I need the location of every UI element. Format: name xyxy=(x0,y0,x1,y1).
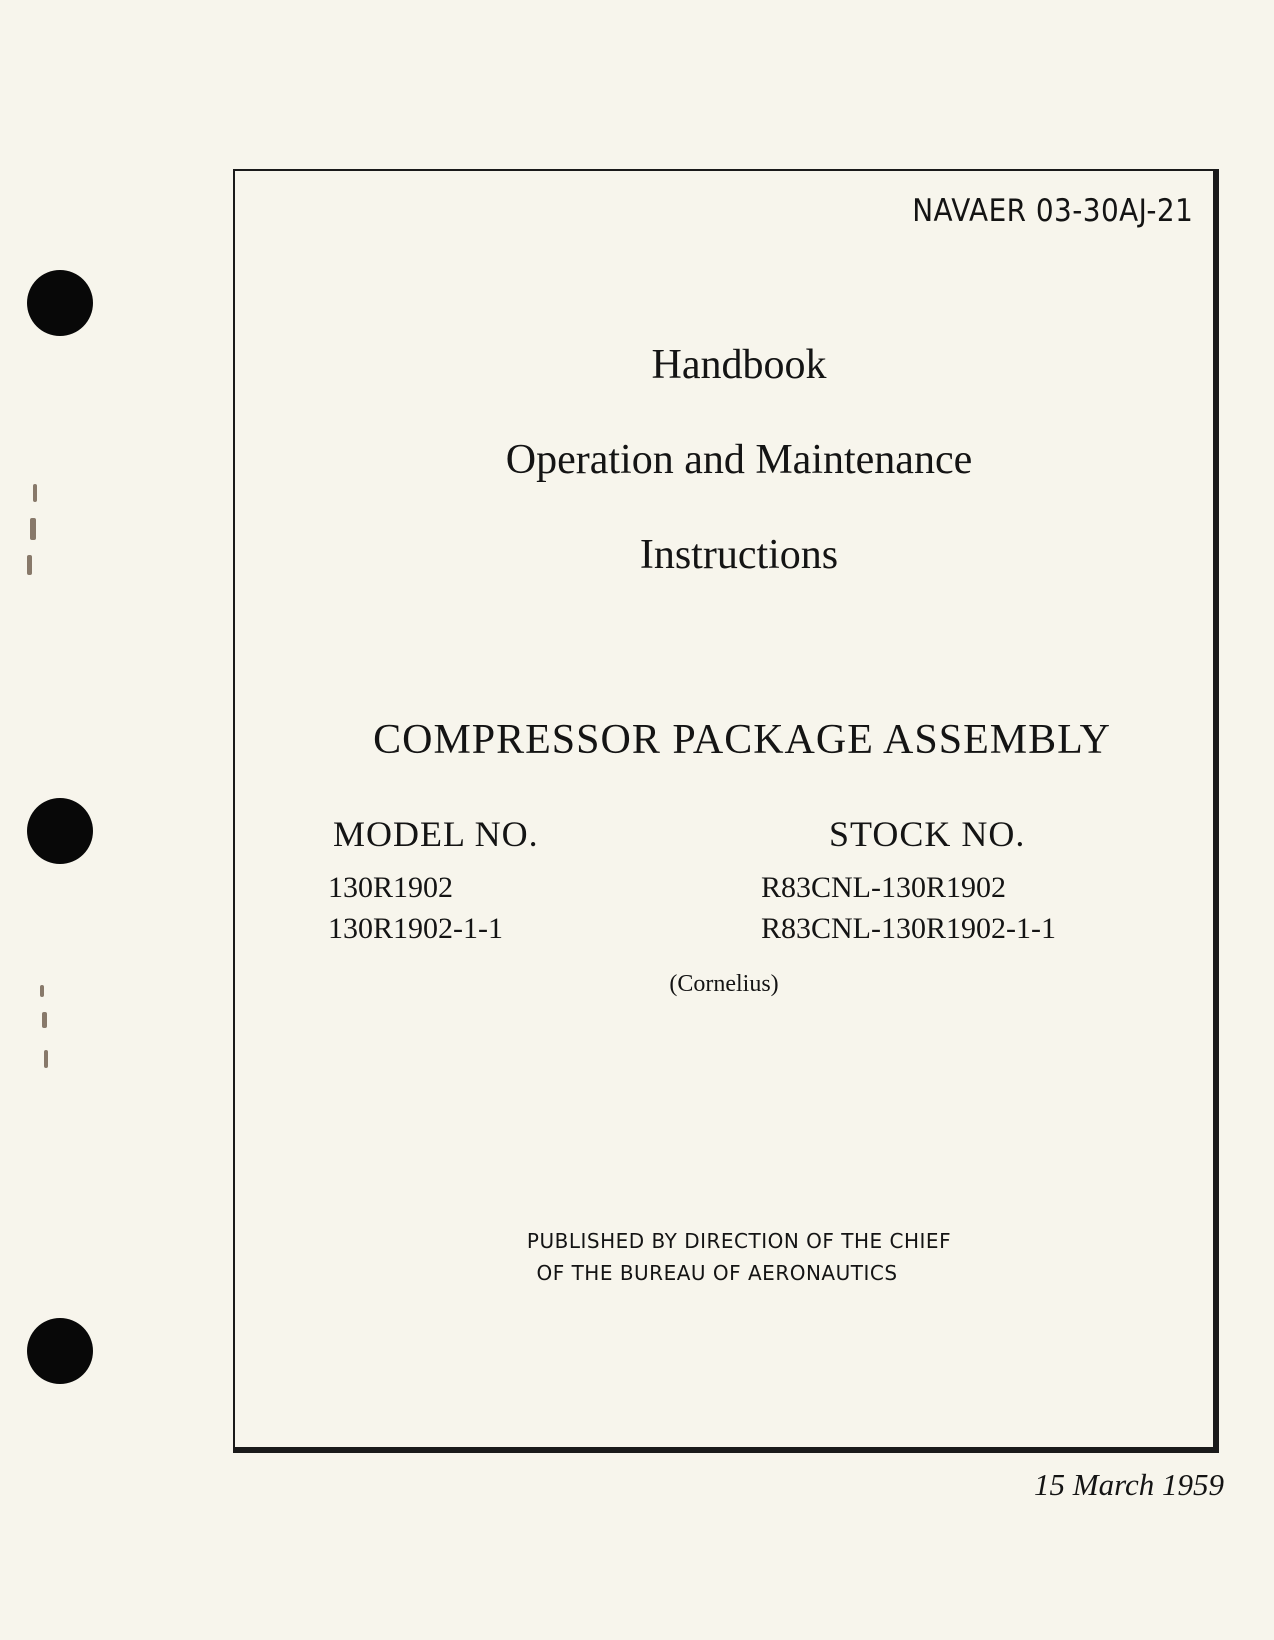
binder-hole xyxy=(27,270,93,336)
publication-line: PUBLISHED BY DIRECTION OF THE CHIEF xyxy=(526,1229,952,1253)
model-number: 130R1902 xyxy=(328,871,454,904)
paper-stain xyxy=(42,1012,47,1028)
stock-number-heading: STOCK NO. xyxy=(829,814,1026,854)
model-number: 130R1902-1-1 xyxy=(328,912,503,945)
cover-frame xyxy=(233,169,1219,1453)
paper-stain xyxy=(33,484,37,502)
publication-date: 15 March 1959 xyxy=(1034,1467,1224,1502)
document-number: NAVAER 03-30AJ-21 xyxy=(911,193,1193,229)
publication-statement xyxy=(235,1225,1213,1289)
stock-number: R83CNL-130R1902-1-1 xyxy=(761,912,1056,945)
title-operation-maintenance: Operation and Maintenance xyxy=(505,437,973,483)
title-handbook: Handbook xyxy=(651,342,827,388)
stock-number: R83CNL-130R1902 xyxy=(761,871,1007,904)
title-instructions: Instructions xyxy=(639,532,839,578)
publication-line: OF THE BUREAU OF AERONAUTICS xyxy=(536,1261,898,1285)
paper-stain xyxy=(40,985,44,997)
model-number-heading: MODEL NO. xyxy=(333,814,539,854)
paper-stain xyxy=(44,1050,48,1068)
binder-hole xyxy=(27,1318,93,1384)
paper-stain xyxy=(27,555,32,575)
paper-stain xyxy=(30,518,36,540)
manufacturer: (Cornelius) xyxy=(669,971,779,997)
subject-title: COMPRESSOR PACKAGE ASSEMBLY xyxy=(373,717,1111,763)
binder-hole xyxy=(27,798,93,864)
